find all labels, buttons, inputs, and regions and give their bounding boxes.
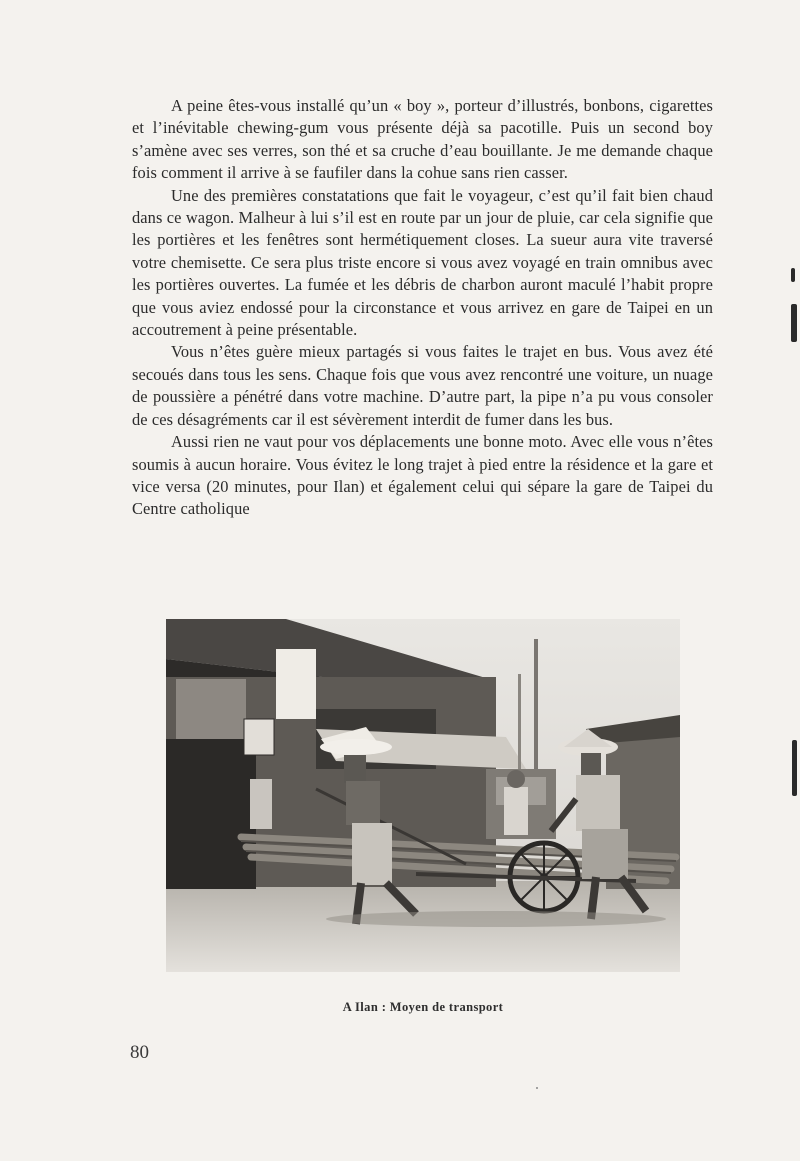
- scan-edge-mark: [791, 268, 795, 282]
- scan-edge-mark: [791, 304, 797, 342]
- paragraph-3: Vous n’êtes guère mieux partagés si vous faites le trajet en bus. Vous avez été secoués dans tous les sens. Chaque fois que vous avez rencontré une voiture, un nuage de poussière a pénétré dans votre machine. D’autre part, la pipe n’a pu vous consoler de ces désagréments car il est sévèrement interdit de fumer dans les bus.: [132, 342, 713, 429]
- paragraph-1: A peine êtes-vous installé qu’un « boy », porteur d’illustrés, bonbons, cigarettes et l’inévitable chewing-gum vous présente déjà sa pacotille. Puis un second boy s’amène avec ses verres, son thé et sa cruche d’eau bouillante. Je me demande chaque fois comment il arrive à se faufiler dans la cohue sans rien casser.: [132, 96, 713, 183]
- scan-edge-mark: [792, 740, 797, 796]
- page-number: 80: [130, 1042, 149, 1063]
- paragraph-4: Aussi rien ne vaut pour vos déplacements une bonne moto. Avec elle vous n’êtes soumis à aucun horaire. Vous évitez le long trajet à pied entre la résidence et la gare et vice versa (20 minutes, pour Ilan) et également celui qui sépare la gare de Taipei du Centre catholique: [132, 432, 713, 519]
- photograph: [166, 619, 680, 972]
- scan-speck: [536, 1087, 538, 1089]
- photo-caption: A Ilan : Moyen de transport: [342, 1000, 504, 1014]
- paragraph-2: Une des premières constatations que fait le voyageur, c’est qu’il fait bien chaud dans ce wagon. Malheur à lui s’il est en route par un jour de pluie, car cela signifie que les portières et les fenêtres sont hermétiquement closes. La sueur aura vite traversé votre chemisette. Ce sera plus triste encore si vous avez voyagé en train omnibus avec les portières ouvertes. La fumée et les débris de charbon auront maculé l’habit propre que vous aviez endossé pour la circonstance et vous arrivez en gare de Taipei en un accoutrement à peine présentable.: [132, 185, 713, 340]
- body-text: [132, 95, 713, 521]
- photo-illustration: [166, 619, 680, 972]
